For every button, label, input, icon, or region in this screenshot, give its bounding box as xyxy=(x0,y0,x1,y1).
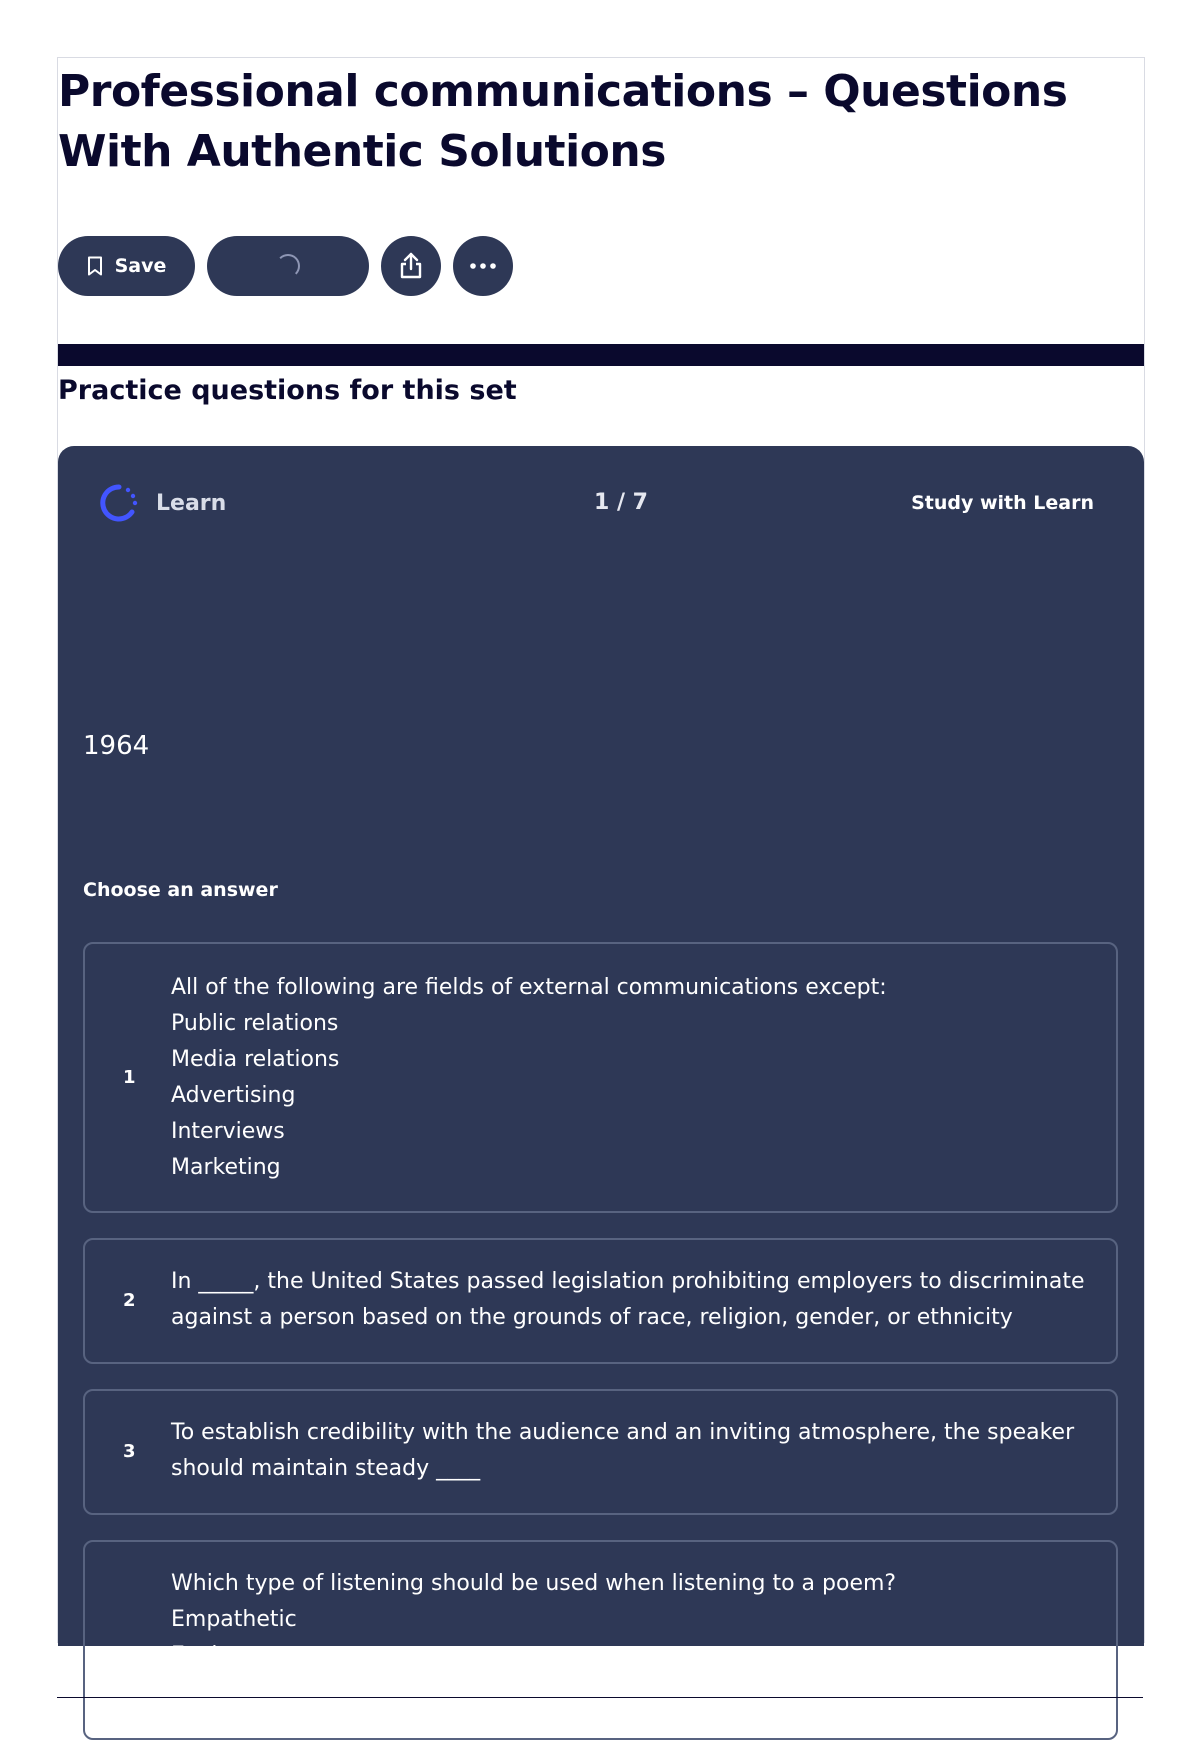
answer-option[interactable] xyxy=(83,1540,1118,1740)
option-number: 3 xyxy=(123,1441,136,1462)
section-divider xyxy=(58,344,1144,366)
option-line: Marketing xyxy=(171,1155,281,1180)
learn-label: Learn xyxy=(156,490,227,516)
page-title: Professional communications – Questions With Authentic Solutions xyxy=(58,66,1068,177)
save-label: Save xyxy=(114,255,167,277)
study-with-learn-link[interactable]: Study with Learn xyxy=(911,492,1094,514)
more-icon xyxy=(469,262,497,270)
option-number: 1 xyxy=(123,1067,136,1088)
page-bottom-rule xyxy=(57,1697,1143,1698)
option-text xyxy=(171,1566,1081,1674)
option-number: 4 xyxy=(123,1664,136,1685)
option-line: Advertising xyxy=(171,1083,296,1108)
loading-button[interactable] xyxy=(207,236,369,296)
loading-spinner-icon xyxy=(276,254,300,278)
save-button[interactable] xyxy=(58,236,195,296)
toolbar xyxy=(58,235,513,297)
option-line: Which type of listening should be used when listening to a poem? xyxy=(171,1571,897,1596)
share-button[interactable] xyxy=(381,236,441,296)
question-term: 1964 xyxy=(83,731,150,761)
answer-option[interactable] xyxy=(83,1238,1118,1364)
option-line: Evaluate xyxy=(171,1643,268,1668)
option-line: should maintain steady ____ xyxy=(171,1456,481,1481)
option-line: Media relations xyxy=(171,1047,340,1072)
learn-card-header xyxy=(98,482,1104,528)
learn-mode-label xyxy=(98,482,226,524)
choose-answer-prompt: Choose an answer xyxy=(83,879,278,901)
learn-progress-icon xyxy=(98,482,140,524)
option-text xyxy=(171,970,1081,1186)
option-line: All of the following are fields of external communications except: xyxy=(171,975,887,1000)
question-counter: 1 / 7 xyxy=(594,490,648,515)
option-line: Public relations xyxy=(171,1011,339,1036)
option-line: against a person based on the grounds of race, religion, gender, or ethnicity xyxy=(171,1305,1013,1330)
option-text xyxy=(171,1415,1081,1487)
option-line: Empathetic xyxy=(171,1607,297,1632)
share-icon xyxy=(398,252,424,280)
section-title: Practice questions for this set xyxy=(58,375,517,406)
answer-option[interactable] xyxy=(83,1389,1118,1515)
bookmark-icon xyxy=(87,256,103,276)
option-line: To establish credibility with the audience and an inviting atmosphere, the speaker xyxy=(171,1420,1075,1445)
answer-option[interactable] xyxy=(83,942,1118,1213)
page-frame xyxy=(57,57,1145,1685)
option-line: In _____, the United States passed legislation prohibiting employers to discriminate xyxy=(171,1269,1085,1294)
option-line: Interviews xyxy=(171,1119,285,1144)
learn-card xyxy=(58,446,1144,1685)
option-text xyxy=(171,1264,1085,1336)
more-options-button[interactable] xyxy=(453,236,513,296)
option-number: 2 xyxy=(123,1290,136,1311)
